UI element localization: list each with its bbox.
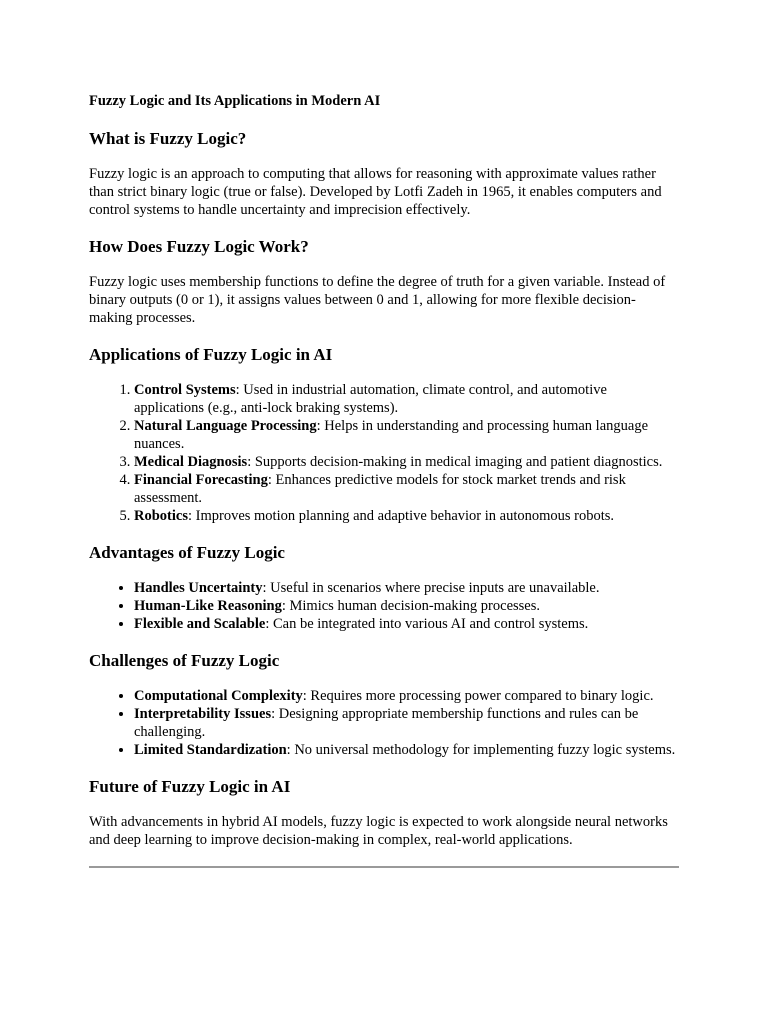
list-item	[134, 417, 679, 453]
heading-how-does-it-work: How Does Fuzzy Logic Work?	[89, 237, 309, 256]
list-item-desc: : Useful in scenarios where precise inputs are unavailable.	[262, 580, 600, 596]
heading-advantages: Advantages of Fuzzy Logic	[89, 543, 285, 562]
list-item	[134, 687, 679, 705]
list-item-desc: : Improves motion planning and adaptive behavior in autonomous robots.	[187, 508, 615, 524]
list-item	[134, 705, 679, 741]
list-item-desc: : Helps in understanding and processing human language nuances.	[134, 418, 649, 452]
list-item-term: Flexible and Scalable	[134, 616, 266, 632]
list-item-desc: : Used in industrial automation, climate control, and automotive applications (e.g., anti-lock braking systems).	[134, 382, 607, 416]
list-item-desc: : Designing appropriate membership functions and rules can be challenging.	[134, 706, 639, 740]
challenges-list	[89, 687, 679, 759]
advantages-list	[89, 579, 679, 633]
list-item-term: Human-Like Reasoning	[134, 598, 282, 614]
list-item-term: Robotics	[134, 508, 188, 524]
list-item	[134, 453, 679, 471]
list-item-desc: : Requires more processing power compared to binary logic.	[302, 688, 654, 704]
list-item-term: Interpretability Issues	[134, 706, 272, 722]
list-item-term: Handles Uncertainty	[134, 580, 263, 596]
list-item-desc: : Mimics human decision-making processes.	[281, 598, 540, 614]
heading-challenges: Challenges of Fuzzy Logic	[89, 651, 280, 670]
heading-what-is-fuzzy-logic: What is Fuzzy Logic?	[89, 129, 247, 148]
list-item	[134, 615, 679, 633]
list-item-term: Computational Complexity	[134, 688, 303, 704]
list-item-term: Financial Forecasting	[134, 472, 268, 488]
list-item	[134, 579, 679, 597]
paragraph-future: With advancements in hybrid AI models, fuzzy logic is expected to work alongside neural networks and deep learning to improve decision-making in complex, real-world applications.	[89, 814, 668, 848]
list-item-term: Natural Language Processing	[134, 418, 317, 434]
list-item-desc: : Can be integrated into various AI and control systems.	[265, 616, 589, 632]
document-content	[89, 92, 679, 868]
list-item-desc: : Supports decision-making in medical imaging and patient diagnostics.	[247, 454, 663, 470]
heading-future: Future of Fuzzy Logic in AI	[89, 777, 291, 796]
heading-applications: Applications of Fuzzy Logic in AI	[89, 345, 333, 364]
paragraph-what-is-fuzzy-logic: Fuzzy logic is an approach to computing that allows for reasoning with approximate values rather than strict binary logic (true or false). Developed by Lotfi Zadeh in 1965, it enables computers and control systems to handle uncertainty and imprecision effectively.	[89, 166, 662, 218]
list-item	[134, 507, 679, 525]
list-item-term: Medical Diagnosis	[134, 454, 248, 470]
list-item	[134, 471, 679, 507]
list-item-desc: : No universal methodology for implementing fuzzy logic systems.	[286, 742, 676, 758]
horizontal-rule	[89, 866, 679, 868]
list-item-term: Limited Standardization	[134, 742, 287, 758]
list-item	[134, 741, 679, 759]
document-title: Fuzzy Logic and Its Applications in Modern AI	[89, 93, 381, 109]
paragraph-how-does-it-work: Fuzzy logic uses membership functions to define the degree of truth for a given variable. Instead of binary outputs (0 or 1), it assigns values between 0 and 1, allowing for more flexible decision-making processes.	[89, 274, 666, 326]
applications-list	[89, 381, 679, 525]
list-item	[134, 381, 679, 417]
list-item-term: Control Systems	[134, 382, 236, 398]
list-item-desc: : Enhances predictive models for stock market trends and risk assessment.	[134, 472, 626, 506]
list-item	[134, 597, 679, 615]
